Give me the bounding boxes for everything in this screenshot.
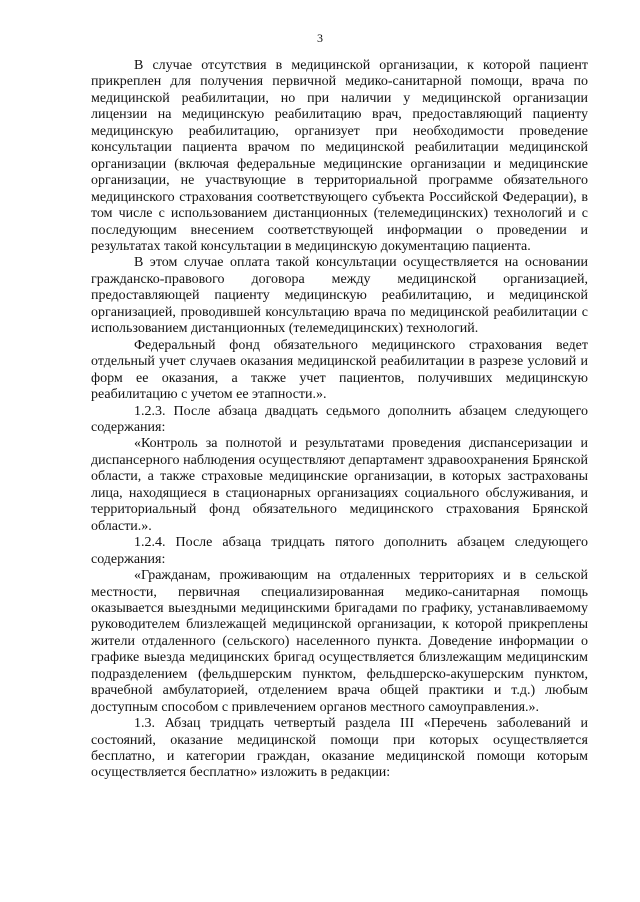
document-body: [91, 58, 588, 782]
paragraph-item-1-2-4: 1.2.4. После абзаца тридцать пятого дополнить абзацем следующего содержания:: [91, 535, 588, 567]
paragraph-consultation-payment: В этом случае оплата такой консультации осуществляется на основании гражданско-правового договора между медицинской организацией, предоставляющей пациенту медицинскую реабилитацию, и медицинской организацией, проводившей консультацию врача по медицинской реабилитации с использованием дистанционных (телемедицинских) технологий.: [91, 255, 588, 337]
page-number: 3: [317, 31, 323, 45]
paragraph-rehabilitation-consultation: В случае отсутствия в медицинской организации, к которой пациент прикреплен для получения первичной медико-санитарной помощи, врача по медицинской реабилитации, но при наличии у медицинской организации лицензии на медицинскую реабилитацию врач, предоставляющий пациенту медицинскую реабилитацию, организует при необходимости проведение консультации пациента врачом по медицинской реабилитации медицинской организации (включая федеральные медицинские организации и медицинские организации, не участвующие в территориальной программе обязательного медицинского страхования соответствующего субъекта Российской Федерации), в том числе с использованием дистанционных (телемедицинских) технологий и с последующим внесением соответствующей информации о проведении и результатах такой консультации в медицинскую документацию пациента.: [91, 58, 588, 254]
paragraph-item-1-3: 1.3. Абзац тридцать четвертый раздела III «Перечень заболеваний и состояний, оказание медицинской помощи при которых осуществляется бесплатно, и категории граждан, оказание медицинской помощи которым осуществляется бесплатно» изложить в редакции:: [91, 716, 588, 781]
paragraph-federal-fund-accounting: Федеральный фонд обязательного медицинского страхования ведет отдельный учет случаев оказания медицинской реабилитации в разрезе условий и форм ее оказания, а также учет пациентов, получивших медицинскую реабилитацию с учетом ее этапности.».: [91, 337, 588, 403]
paragraph-rural-medical-teams: «Гражданам, проживающим на отдаленных территориях и в сельской местности, первичная специализированная медико-санитарная помощь оказывается выездными медицинскими бригадами по графику, устанавливаемому руководителем близлежащей медицинской организации, к которой прикреплены жители отдаленного (сельского) населенного пункта. Доведение информации о графике выезда медицинских бригад осуществляется близлежащим медицинским подразделением (фельдшерским пунктом, фельдшерско-акушерским пунктом, врачебной амбулаторией, отделением врача общей практики и т.д.) любым доступным способом с привлечением органов местного самоуправления.».: [91, 568, 588, 715]
paragraph-dispensary-control: «Контроль за полнотой и результатами проведения диспансеризации и диспансерного наблюдения осуществляют департамент здравоохранения Брянской области, а также страховые медицинские организации, в которых застрахованы лица, находящиеся в стационарных организациях социального обслуживания, и территориальный фонд обязательного медицинского страхования Брянской области.».: [91, 436, 588, 534]
paragraph-item-1-2-3: 1.2.3. После абзаца двадцать седьмого дополнить абзацем следующего содержания:: [91, 403, 588, 435]
